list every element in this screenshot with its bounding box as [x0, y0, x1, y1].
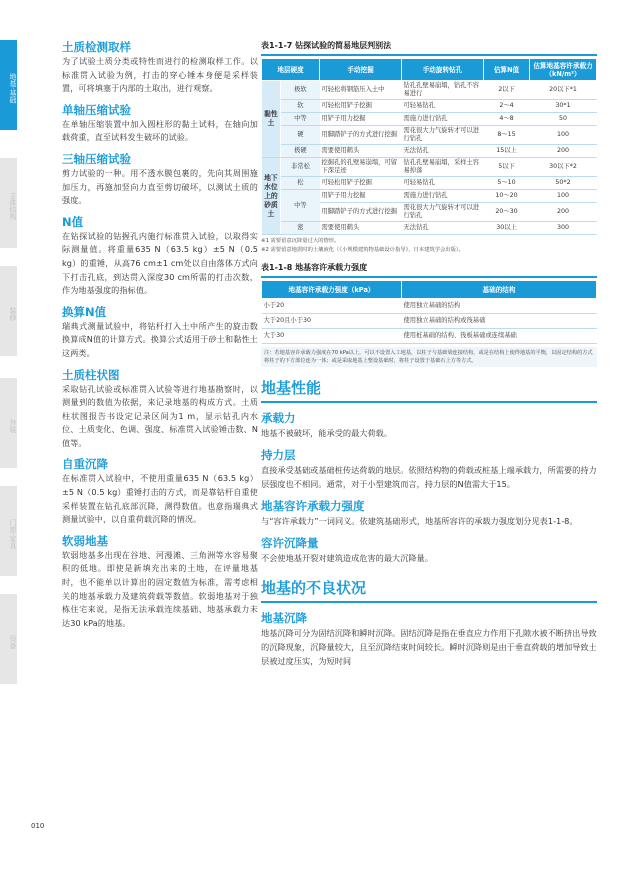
cell: 100 [530, 190, 597, 203]
cell: 用铲子用力挖掘 [320, 190, 402, 203]
heading-self-weight-settlement: 自重沉降 [62, 457, 108, 472]
cell: 可轻松用铲子挖掘 [320, 100, 402, 113]
cell: 5以下 [484, 158, 530, 177]
table2-note: 注：若地基容许承载力强度在70 kPa以上，可以不设置入工地基，以柱子与基础梁连接结构，或是在结构上使得地基的平衡，以固定结构的方式将柱子的下方部位连为一体；或是采取地基上整设基础时，将柱子设置于基础石上方等方式。 [261, 347, 597, 367]
table-row [262, 314, 597, 329]
cell: 300 [530, 222, 597, 235]
heading-bearing-capacity: 承载力 [261, 411, 296, 425]
cell: 密 [281, 222, 320, 235]
cell: 需要使用鹤头 [320, 145, 402, 158]
table-header: 手动挖掘 [320, 59, 402, 81]
text-self-weight-settlement: 在标准贯入试验中，不使用重量635 N（63.5 kg）±5 N（0.5 kg）重锤打击的方式，而是靠钻杆自重使采样装置在钻孔底部沉降，测得数值。也意指瑞典式测量试验中，以自重荷载沉降的情况。 [62, 473, 258, 525]
cell: 极软 [281, 81, 320, 100]
table-row [262, 222, 597, 235]
cell: 50*2 [530, 177, 597, 190]
cell: 挖掘孔的孔壁易崩塌，可留下深足迹 [320, 158, 402, 177]
heading-boring-log: 土质柱状图 [62, 367, 120, 382]
table1-caption: 表1-1-7 钻探试验的简易地层判别法 [261, 40, 597, 56]
cell: 10～20 [484, 190, 530, 203]
cell: 需施力进行钻孔 [402, 113, 484, 126]
cell: 20～30 [484, 203, 530, 222]
section-title-foundation-problems: 地基的不良状况 [261, 577, 597, 603]
cell: 可轻易钻孔 [402, 177, 484, 190]
table-row [262, 145, 597, 158]
table-header: 地基容许承载力强度（kPa） [262, 281, 402, 299]
cell: 无法钻孔 [402, 222, 484, 235]
side-tab-foundation[interactable]: 地基·基础 [0, 40, 17, 130]
cell: 15以上 [484, 145, 530, 158]
bearing-table [261, 280, 597, 344]
cell: 20以下*1 [530, 81, 597, 100]
text-ground-settlement: 地基沉降可分为固结沉降和瞬时沉降。固结沉降是指在垂直应力作用下孔隙水被不断挤出导致的沉降现象，沉降量较大，且至沉降结束时间较长。瞬时沉降则是由于垂直荷载的增加导致土层被过度压实，为短时间 [261, 628, 597, 666]
side-tab-interior[interactable]: 装修 [0, 266, 17, 356]
cell: 非常松 [281, 158, 320, 177]
heading-allowable-bearing: 地基容许承载力强度 [261, 499, 365, 513]
table-header-row [262, 281, 597, 299]
cell: 30以下*2 [530, 158, 597, 177]
heading-uniaxial-test: 单轴压缩试验 [62, 102, 131, 117]
table1-note: ※1 需要留意沉降量过大的情形。 [261, 238, 340, 244]
cell: 可轻松用铲子挖掘 [320, 177, 402, 190]
cell: 小于20 [262, 299, 402, 314]
cell: 用脚踏铲子的方式进行挖掘 [320, 203, 402, 222]
cell: 需花很大力气旋转才可以进行钻孔 [402, 203, 484, 222]
cell: 4～8 [484, 113, 530, 126]
text-soft-ground: 软弱地基多出现在谷地、河漫滩、三角洲等水容易聚积的低地。即使是新填充出来的土地，在评量地基时，也不能单以计算出的固定数值为标准，需考虑相关的地基承载力及建筑荷载等数值。软弱地基对于独栋住宅来说，是指无法承载连续基础、地基承载力未达30 kPa的地基。 [62, 549, 258, 628]
cell: 硬 [281, 126, 320, 145]
text-n-value: 在钻探试验的钻握孔内施行标准贯入试验，以取得实际测量值。将重量635 N（63.5 kg）±5 N（0.5 kg）的重锤，从高76 cm±1 cm处以自由落体方式向下打击孔底，到达贯入深度30 cm所需的打击次数，作为地基强度的指标值。 [62, 230, 258, 296]
cell: 需花很大力气旋转才可以进行钻孔 [402, 126, 484, 145]
text-converted-n-value: 瑞典式测量试验中，将钻杆打入土中所产生的旋击数换算成N值的计算方式。换算公式适用于砂土和黏性土这两类。 [62, 320, 258, 358]
cell: 30以上 [484, 222, 530, 235]
table-row [262, 81, 597, 100]
table-row [262, 158, 597, 177]
table-row [262, 299, 597, 314]
heading-soil-sampling: 土质检测取样 [62, 40, 131, 54]
cell: 大于30 [262, 329, 402, 344]
side-tab-equipment[interactable]: 设备 [0, 594, 17, 684]
heading-allowable-settlement: 容许沉降量 [261, 536, 319, 550]
text-boring-log: 采取钻孔试验或标准贯入试验等进行地基勘察时，以测量到的数值为依据，来记录地基的构成方式。土质柱状图报告书设定记录区间为1 m，显示钻孔内水位、土质变化、色调、强度、标准贯入试验锤击数、N值等。 [62, 383, 258, 448]
side-tab-structure[interactable]: 主体结构 [0, 158, 17, 248]
table-header: 估算N值 [484, 59, 530, 81]
text-uniaxial-test: 在单轴压缩装置中加入圆柱形的黏土试料，在轴向加载荷重，直至试料发生破坏的试验。 [62, 118, 258, 143]
cell: 200 [530, 145, 597, 158]
heading-converted-n-value: 换算N值 [62, 304, 107, 319]
cell: 8～15 [484, 126, 530, 145]
cell: 可轻松将钢筋压入土中 [320, 81, 402, 100]
cell: 使用独立基础的结构 [402, 299, 597, 314]
cell: 松 [281, 177, 320, 190]
right-column [261, 40, 597, 668]
table-row [262, 126, 597, 145]
cell: 需要使用鹤头 [320, 222, 402, 235]
cell: 无法钻孔 [402, 145, 484, 158]
cell: 使用桩基础的结构、筏板基础或连续基础 [402, 329, 597, 344]
cell: 200 [530, 203, 597, 222]
cell: 用铲子用力挖掘 [320, 113, 402, 126]
text-allowable-settlement: 不会使地基开裂对建筑造成危害的最大沉降量。 [261, 553, 433, 563]
table-row [262, 190, 597, 203]
cell: 100 [530, 126, 597, 145]
table2-caption: 表1-1-8 地基容许承载力强度 [261, 262, 597, 278]
table-row [262, 113, 597, 126]
heading-ground-settlement: 地基沉降 [261, 611, 307, 625]
cell: 2～4 [484, 100, 530, 113]
cell: 使用独立基础的结构或筏基础 [402, 314, 597, 329]
table-header: 手动旋转钻孔 [402, 59, 484, 81]
table-header: 基础的结构 [402, 281, 597, 299]
cell: 50 [530, 113, 597, 126]
table1-note: ※2 需要留意地震时的土壤液化（《小规模建筑物基础设计指导》，日本建筑学会出版）。 [261, 246, 464, 253]
group-label: 地下水位上的砂质土 [262, 158, 281, 235]
cell: 5～10 [484, 177, 530, 190]
heading-triaxial-test: 三轴压缩试验 [62, 151, 131, 166]
cell: 需施力进行钻孔 [402, 190, 484, 203]
table-header: 估算地基容许承载力（kN/m²） [530, 59, 597, 81]
text-bearing-capacity: 地基不被破坏，能承受的最大荷载。 [261, 428, 393, 438]
table-row [262, 100, 597, 113]
cell: 用脚踏铲子的方式进行挖掘 [320, 126, 402, 145]
cell: 钻孔孔壁易崩塌，采样土容易掉落 [402, 158, 484, 177]
side-tab-fittings[interactable]: 门窗·家具 [0, 486, 17, 576]
cell: 软 [281, 100, 320, 113]
left-column [62, 40, 258, 630]
page-number: 010 [31, 822, 45, 830]
group-label: 黏性土 [262, 81, 281, 158]
heading-bearing-layer: 持力层 [261, 448, 296, 462]
cell: 可轻易钻孔 [402, 100, 484, 113]
cell: 中等 [281, 113, 320, 126]
cell: 大于20且小于30 [262, 314, 402, 329]
text-allowable-bearing: 与“容许承载力”一词同义。依建筑基础形式，地基所容许的承载力强度划分见表1-1-8。 [261, 516, 578, 526]
stratum-table [261, 58, 597, 235]
cell: 钻孔孔壁易崩塌，钻孔不容易进行 [402, 81, 484, 100]
heading-n-value: N值 [62, 214, 84, 229]
text-triaxial-test: 剪力试验的一种。用不透水膜包裹的，先向其周围施加压力，再施加竖向力直至剪切破坏，以测试土质的强度。 [62, 167, 258, 206]
cell: 2以下 [484, 81, 530, 100]
table-row [262, 177, 597, 190]
text-bearing-layer: 直接承受基础或基础桩传达荷载的地层。依照结构物的荷载或桩基上端承载力，所需要的持力层强度也不相同。通常，对于小型建筑而言，持力层的N值需大于15。 [261, 465, 597, 489]
section-title-foundation-performance: 地基性能 [261, 377, 597, 403]
text-soil-sampling: 为了试验土质分类或特性而进行的检测取样工作。以标准贯入试验为例，打击的穿心锤本身便是采样装置，可将填塞于内部的土取出，进行观察。 [62, 56, 258, 94]
heading-soft-ground: 软弱地基 [62, 533, 108, 548]
cell: 极硬 [281, 145, 320, 158]
cell: 30*1 [530, 100, 597, 113]
table-header-row [262, 59, 597, 81]
table-header: 地层硬度 [262, 59, 320, 81]
side-tab-exterior[interactable]: 外装 [0, 378, 17, 468]
table-row [262, 329, 597, 344]
cell: 中等 [281, 190, 320, 222]
